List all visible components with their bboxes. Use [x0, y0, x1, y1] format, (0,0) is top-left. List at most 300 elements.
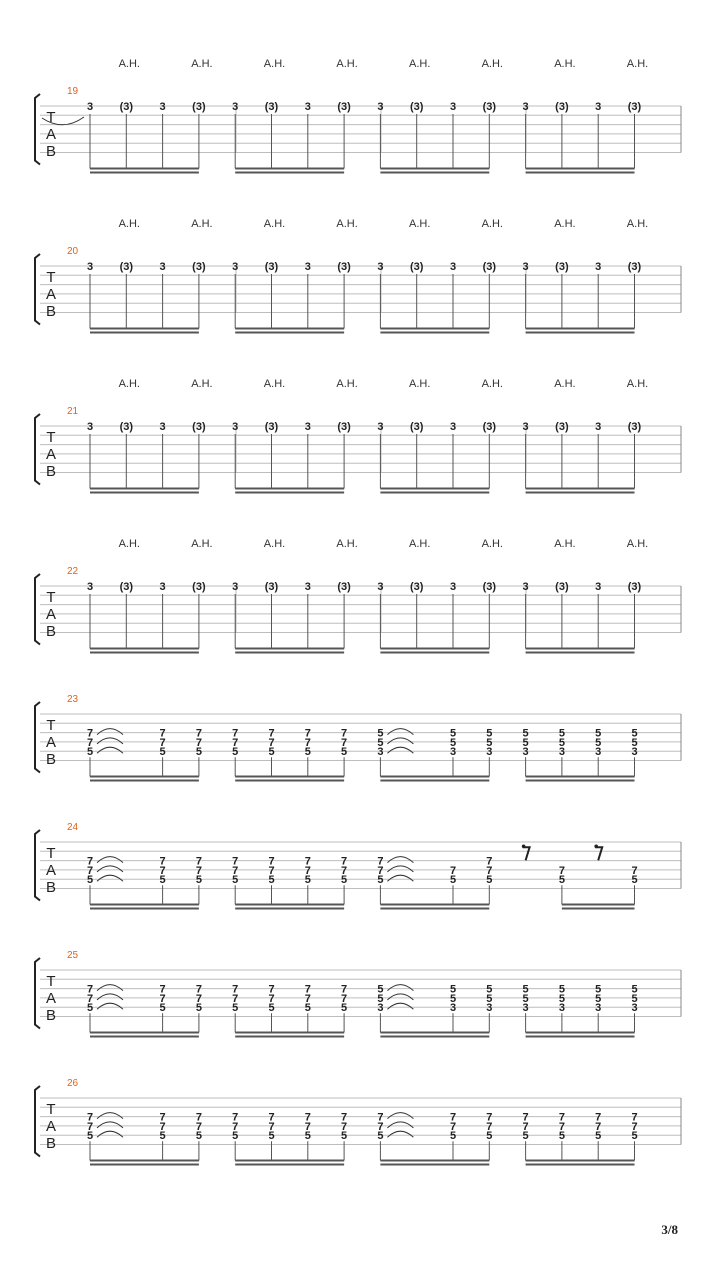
- fret-number: 3: [86, 261, 94, 273]
- fret-number: (3): [482, 101, 497, 113]
- fret-number: 3: [86, 581, 94, 593]
- fret-number: 7: [304, 992, 311, 1005]
- tie-arc: [97, 857, 123, 863]
- fret-number: 3: [631, 746, 638, 759]
- fret-number: (3): [409, 261, 424, 273]
- fret-number: 3: [304, 421, 311, 433]
- fret-number: 7: [232, 992, 239, 1005]
- fret-number: 3: [595, 101, 602, 113]
- fret-number: 3: [86, 101, 94, 113]
- fret-number: 7: [195, 855, 202, 868]
- tab-clef-letter: T: [46, 973, 56, 990]
- fret-number: 7: [159, 727, 166, 740]
- tab-clef-letter: B: [45, 879, 57, 896]
- fret-number: 7: [304, 864, 311, 877]
- fret-number: 5: [631, 736, 638, 749]
- tab-clef-letter: B: [45, 303, 57, 320]
- fret-number: 5: [558, 727, 565, 740]
- tab-clef-letter: A: [45, 286, 57, 303]
- fret-number: 5: [268, 1130, 275, 1143]
- fret-number: 5: [304, 874, 311, 887]
- harmonic-annotation: A.H.: [263, 58, 286, 70]
- fret-number: 3: [522, 101, 529, 113]
- rest-dot: [594, 845, 598, 849]
- fret-number: 5: [631, 1130, 638, 1143]
- tie-arc: [97, 747, 123, 753]
- fret-number: 7: [631, 1120, 638, 1133]
- fret-number: 7: [232, 864, 239, 877]
- fret-number: 5: [377, 874, 384, 887]
- fret-number: 5: [522, 727, 529, 740]
- tie-arc: [97, 738, 123, 744]
- fret-number: 5: [449, 874, 457, 887]
- tab-clef-letter: T: [46, 269, 56, 286]
- harmonic-annotation: A.H.: [118, 378, 141, 390]
- fret-number: 3: [486, 746, 493, 759]
- fret-number: 5: [195, 1002, 202, 1015]
- fret-number: 5: [232, 1130, 239, 1143]
- fret-number: 3: [595, 1002, 602, 1015]
- fret-number: (3): [337, 581, 351, 593]
- tab-clef-letter: B: [45, 1135, 57, 1152]
- tie-arc: [97, 1003, 123, 1009]
- fret-number: 5: [304, 746, 311, 759]
- fret-number: 5: [341, 1130, 348, 1143]
- fret-number: 7: [449, 1120, 457, 1133]
- fret-number: 5: [341, 746, 348, 759]
- fret-number: 7: [341, 1111, 348, 1124]
- fret-number: 5: [159, 874, 166, 887]
- fret-number: 7: [558, 864, 565, 877]
- harmonic-annotation: A.H.: [191, 378, 213, 390]
- fret-number: 5: [377, 1130, 384, 1143]
- harmonic-annotation: A.H.: [481, 218, 504, 230]
- fret-number: (3): [119, 581, 134, 593]
- fret-number: 3: [377, 101, 384, 113]
- fret-number: 5: [486, 874, 493, 887]
- fret-number: (3): [482, 261, 497, 273]
- fret-number: (3): [192, 581, 206, 593]
- rest-dot: [522, 845, 526, 849]
- tie-arc: [97, 866, 123, 872]
- fret-number: 7: [449, 864, 457, 877]
- fret-number: 5: [195, 746, 202, 759]
- tie-arc: [387, 1003, 413, 1009]
- fret-number: 5: [86, 1002, 94, 1015]
- harmonic-annotation: A.H.: [118, 218, 141, 230]
- fret-number: 7: [522, 1120, 529, 1133]
- fret-number: 7: [304, 855, 311, 868]
- fret-number: 5: [558, 992, 565, 1005]
- fret-number: 7: [232, 1120, 239, 1133]
- fret-number: 3: [522, 746, 529, 759]
- harmonic-annotation: A.H.: [408, 538, 431, 550]
- fret-number: 3: [631, 1002, 638, 1015]
- fret-number: 7: [449, 1111, 457, 1124]
- tie-arc: [387, 1122, 413, 1128]
- harmonic-annotation: A.H.: [626, 378, 649, 390]
- fret-number: 7: [304, 736, 311, 749]
- tie-arc: [387, 729, 413, 735]
- tab-clef-letter: B: [45, 751, 57, 768]
- fret-number: 7: [631, 864, 638, 877]
- fret-number: 7: [268, 727, 275, 740]
- fret-number: 3: [449, 581, 457, 593]
- fret-number: 5: [341, 874, 348, 887]
- tie-arc: [97, 994, 123, 1000]
- fret-number: 5: [377, 983, 384, 996]
- tab-clef-letter: A: [45, 446, 57, 463]
- fret-number: 3: [377, 421, 384, 433]
- tie-arc: [97, 729, 123, 735]
- fret-number: 5: [595, 727, 602, 740]
- harmonic-annotation: A.H.: [118, 538, 141, 550]
- fret-number: 7: [232, 983, 239, 996]
- measure-number: 19: [67, 86, 79, 97]
- fret-number: 5: [232, 1002, 239, 1015]
- fret-number: 7: [86, 1111, 94, 1124]
- sixteenth-rest: [595, 847, 602, 860]
- tab-clef-letter: B: [45, 143, 57, 160]
- fret-number: 5: [159, 1002, 166, 1015]
- fret-number: 5: [595, 736, 602, 749]
- fret-number: 5: [595, 1130, 602, 1143]
- tab-clef-letter: A: [45, 990, 57, 1007]
- fret-number: 5: [268, 874, 275, 887]
- fret-number: 7: [558, 1111, 565, 1124]
- harmonic-annotation: A.H.: [481, 538, 504, 550]
- fret-number: 3: [522, 421, 529, 433]
- fret-number: 7: [595, 1111, 602, 1124]
- fret-number: 7: [159, 855, 166, 868]
- fret-number: 3: [377, 1002, 384, 1015]
- fret-number: 3: [232, 261, 239, 273]
- fret-number: 7: [558, 1120, 565, 1133]
- fret-number: 7: [86, 1120, 94, 1133]
- fret-number: (3): [337, 421, 351, 433]
- measure-number: 22: [67, 566, 79, 577]
- fret-number: (3): [555, 421, 569, 433]
- fret-number: 7: [159, 983, 166, 996]
- fret-number: 7: [341, 992, 348, 1005]
- fret-number: 7: [195, 1111, 202, 1124]
- fret-number: 5: [631, 992, 638, 1005]
- fret-number: 5: [522, 736, 529, 749]
- system-bracket: [35, 254, 40, 325]
- fret-number: 3: [449, 1002, 457, 1015]
- fret-number: 7: [595, 1120, 602, 1133]
- measure-number: 20: [67, 246, 79, 257]
- fret-number: 3: [232, 421, 239, 433]
- fret-number: 7: [195, 736, 202, 749]
- fret-number: (3): [192, 421, 206, 433]
- fret-number: (3): [264, 101, 279, 113]
- fret-number: 5: [449, 727, 457, 740]
- fret-number: (3): [192, 101, 206, 113]
- fret-number: (3): [555, 261, 569, 273]
- fret-number: 5: [486, 983, 493, 996]
- fret-number: (3): [555, 581, 569, 593]
- tie-arc: [387, 985, 413, 991]
- fret-number: 5: [449, 983, 457, 996]
- fret-number: (3): [482, 421, 497, 433]
- fret-number: 3: [449, 101, 457, 113]
- tie-arc: [97, 1131, 123, 1137]
- fret-number: 5: [86, 874, 94, 887]
- fret-number: 7: [86, 864, 94, 877]
- harmonic-annotation: A.H.: [626, 218, 649, 230]
- page-number: 3/8: [661, 1222, 678, 1237]
- fret-number: 3: [595, 261, 602, 273]
- fret-number: 3: [449, 261, 457, 273]
- fret-number: 5: [377, 992, 384, 1005]
- fret-number: 7: [341, 727, 348, 740]
- fret-number: 7: [268, 983, 275, 996]
- harmonic-annotation: A.H.: [263, 378, 286, 390]
- fret-number: 5: [449, 736, 457, 749]
- fret-number: 7: [86, 727, 94, 740]
- harmonic-annotation: A.H.: [336, 58, 358, 70]
- fret-number: 5: [159, 1130, 166, 1143]
- fret-number: 5: [486, 1130, 493, 1143]
- fret-number: 7: [268, 855, 275, 868]
- fret-number: 7: [195, 992, 202, 1005]
- fret-number: 5: [631, 727, 638, 740]
- system-bracket: [35, 94, 40, 165]
- tie-arc: [387, 1131, 413, 1137]
- fret-number: 5: [341, 1002, 348, 1015]
- fret-number: 7: [86, 992, 94, 1005]
- tab-clef-letter: A: [45, 1118, 57, 1135]
- fret-number: 7: [232, 855, 239, 868]
- harmonic-annotation: A.H.: [191, 58, 213, 70]
- fret-number: 7: [268, 1111, 275, 1124]
- fret-number: (3): [409, 421, 424, 433]
- fret-number: 3: [522, 261, 529, 273]
- fret-number: 5: [486, 992, 493, 1005]
- fret-number: (3): [264, 261, 279, 273]
- fret-number: 7: [486, 1120, 493, 1133]
- fret-number: 3: [522, 1002, 529, 1015]
- measure-number: 24: [67, 822, 79, 833]
- fret-number: 5: [232, 874, 239, 887]
- fret-number: 5: [86, 1130, 94, 1143]
- fret-number: (3): [627, 101, 642, 113]
- fret-number: (3): [627, 261, 642, 273]
- fret-number: 5: [486, 727, 493, 740]
- fret-number: (3): [627, 421, 642, 433]
- tie-arc: [97, 985, 123, 991]
- fret-number: 3: [86, 421, 94, 433]
- fret-number: 3: [558, 746, 565, 759]
- fret-number: (3): [409, 101, 424, 113]
- tab-clef-letter: B: [45, 1007, 57, 1024]
- fret-number: 7: [86, 983, 94, 996]
- fret-number: 7: [522, 1111, 529, 1124]
- harmonic-annotation: A.H.: [118, 58, 141, 70]
- tab-clef-letter: A: [45, 606, 57, 623]
- fret-number: 7: [86, 736, 94, 749]
- fret-number: 7: [631, 1111, 638, 1124]
- fret-number: (3): [337, 101, 351, 113]
- system-bracket: [35, 1086, 40, 1157]
- fret-number: 5: [86, 746, 94, 759]
- fret-number: 5: [631, 874, 638, 887]
- harmonic-annotation: A.H.: [408, 378, 431, 390]
- tab-clef-letter: B: [45, 623, 57, 640]
- fret-number: 7: [341, 855, 348, 868]
- harmonic-annotation: A.H.: [263, 218, 286, 230]
- fret-number: (3): [119, 421, 134, 433]
- fret-number: (3): [555, 101, 569, 113]
- fret-number: 7: [486, 1111, 493, 1124]
- fret-number: 7: [304, 727, 311, 740]
- fret-number: 7: [232, 736, 239, 749]
- fret-number: 5: [522, 992, 529, 1005]
- fret-number: (3): [119, 101, 134, 113]
- harmonic-annotation: A.H.: [191, 218, 213, 230]
- fret-number: 7: [86, 855, 94, 868]
- system-bracket: [35, 830, 40, 901]
- fret-number: 3: [232, 581, 239, 593]
- harmonic-annotation: A.H.: [408, 58, 431, 70]
- fret-number: 5: [558, 874, 565, 887]
- fret-number: (3): [337, 261, 351, 273]
- fret-number: 7: [232, 1111, 239, 1124]
- fret-number: (3): [409, 581, 424, 593]
- tab-clef-letter: B: [45, 463, 57, 480]
- fret-number: 3: [377, 746, 384, 759]
- fret-number: 3: [304, 101, 311, 113]
- harmonic-annotation: A.H.: [336, 378, 358, 390]
- fret-number: 7: [377, 1111, 384, 1124]
- fret-number: 5: [159, 746, 166, 759]
- fret-number: 7: [304, 983, 311, 996]
- fret-number: 5: [595, 983, 602, 996]
- fret-number: (3): [482, 581, 497, 593]
- fret-number: 5: [558, 1130, 565, 1143]
- fret-number: 7: [268, 736, 275, 749]
- fret-number: 5: [449, 992, 457, 1005]
- fret-number: 7: [268, 1120, 275, 1133]
- system-bracket: [35, 702, 40, 773]
- fret-number: 3: [159, 101, 166, 113]
- fret-number: 7: [159, 992, 166, 1005]
- fret-number: 3: [377, 581, 384, 593]
- fret-number: 7: [486, 864, 493, 877]
- fret-number: 5: [486, 736, 493, 749]
- harmonic-annotation: A.H.: [191, 538, 213, 550]
- tab-clef-letter: A: [45, 126, 57, 143]
- tie-arc: [97, 875, 123, 881]
- sixteenth-rest: [523, 847, 530, 860]
- fret-number: 5: [232, 746, 239, 759]
- tie-arc: [387, 994, 413, 1000]
- fret-number: (3): [264, 421, 279, 433]
- fret-number: 7: [268, 864, 275, 877]
- fret-number: 3: [449, 421, 457, 433]
- fret-number: 3: [449, 746, 457, 759]
- fret-number: 3: [558, 1002, 565, 1015]
- harmonic-annotation: A.H.: [626, 58, 649, 70]
- fret-number: 3: [232, 101, 239, 113]
- tie-arc: [97, 1113, 123, 1119]
- tab-clef-letter: T: [46, 717, 56, 734]
- harmonic-annotation: A.H.: [408, 218, 431, 230]
- fret-number: 5: [304, 1130, 311, 1143]
- fret-number: 7: [486, 855, 493, 868]
- harmonic-annotation: A.H.: [481, 378, 504, 390]
- fret-number: 7: [232, 727, 239, 740]
- fret-number: 7: [341, 983, 348, 996]
- fret-number: 5: [377, 727, 384, 740]
- fret-number: 7: [377, 855, 384, 868]
- fret-number: 5: [631, 983, 638, 996]
- fret-number: 3: [304, 261, 311, 273]
- fret-number: 7: [195, 864, 202, 877]
- fret-number: 7: [341, 736, 348, 749]
- harmonic-annotation: A.H.: [554, 218, 576, 230]
- tie-arc: [387, 866, 413, 872]
- fret-number: 5: [268, 746, 275, 759]
- harmonic-annotation: A.H.: [626, 538, 649, 550]
- fret-number: (3): [264, 581, 279, 593]
- fret-number: 7: [195, 1120, 202, 1133]
- fret-number: 3: [595, 746, 602, 759]
- harmonic-annotation: A.H.: [554, 378, 576, 390]
- fret-number: 5: [195, 874, 202, 887]
- tab-clef-letter: A: [45, 734, 57, 751]
- tab-clef-letter: T: [46, 845, 56, 862]
- fret-number: 7: [304, 1120, 311, 1133]
- fret-number: (3): [119, 261, 134, 273]
- fret-number: 3: [304, 581, 311, 593]
- tab-clef-letter: T: [46, 589, 56, 606]
- fret-number: 7: [159, 1120, 166, 1133]
- tie-arc: [387, 738, 413, 744]
- tie-arc: [387, 875, 413, 881]
- fret-number: 7: [377, 1120, 384, 1133]
- tab-clef-letter: T: [46, 109, 56, 126]
- fret-number: (3): [192, 261, 206, 273]
- system-bracket: [35, 414, 40, 485]
- fret-number: 3: [595, 581, 602, 593]
- tie-arc: [387, 857, 413, 863]
- fret-number: 7: [377, 864, 384, 877]
- tie-arc: [97, 1122, 123, 1128]
- harmonic-annotation: A.H.: [263, 538, 286, 550]
- fret-number: 5: [595, 992, 602, 1005]
- fret-number: 7: [195, 983, 202, 996]
- fret-number: 5: [304, 1002, 311, 1015]
- fret-number: 5: [268, 1002, 275, 1015]
- fret-number: 7: [159, 1111, 166, 1124]
- fret-number: 3: [159, 261, 166, 273]
- fret-number: 7: [159, 864, 166, 877]
- system-bracket: [35, 574, 40, 645]
- fret-number: 3: [159, 421, 166, 433]
- fret-number: 3: [486, 1002, 493, 1015]
- fret-number: 7: [268, 992, 275, 1005]
- harmonic-annotation: A.H.: [554, 58, 576, 70]
- tie-arc: [387, 1113, 413, 1119]
- fret-number: 3: [595, 421, 602, 433]
- fret-number: 5: [377, 736, 384, 749]
- fret-number: 7: [159, 736, 166, 749]
- tab-clef-letter: A: [45, 862, 57, 879]
- measure-number: 25: [67, 950, 79, 961]
- fret-number: 3: [522, 581, 529, 593]
